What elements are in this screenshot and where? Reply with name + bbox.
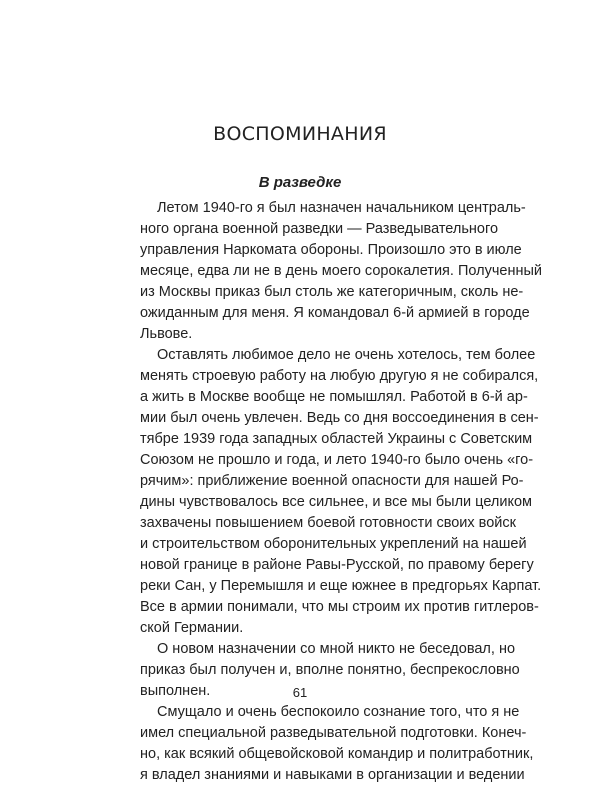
paragraph: [140, 702, 534, 786]
text-line: Союзом не прошло и года, и лето 1940-го было очень «го-: [140, 452, 534, 468]
text-line: а жить в Москве вообще не помышлял. Работой в 6-й ар-: [140, 389, 528, 405]
text-line: я владел знаниями и навыками в организации и ведении: [140, 767, 525, 783]
text-line: реки Сан, у Перемышля и еще южнее в предгорьях Карпат.: [140, 578, 542, 594]
text-line: Оставлять любимое дело не очень хотелось, тем более: [157, 347, 536, 363]
text-line: и строительством оборонительных укреплений на нашей: [140, 536, 527, 552]
paragraph: [140, 198, 542, 345]
text-line: из Москвы приказ был столь же категоричным, сколь не-: [140, 284, 524, 300]
text-line: выполнен.: [140, 683, 211, 699]
text-line: ожиданным для меня. Я командовал 6-й армией в городе: [140, 305, 530, 321]
paragraph: [140, 345, 542, 639]
text-line: ного органа военной разведки — Разведывательного: [140, 221, 499, 237]
text-line: Львове.: [140, 326, 193, 342]
text-line: Летом 1940-го я был назначен начальником централь-: [157, 200, 526, 216]
text-line: тябре 1939 года западных областей Украины с Советским: [140, 431, 533, 447]
text-line: мии был очень увлечен. Ведь со дня воссоединения в сен-: [140, 410, 539, 426]
text-line: ской Германии.: [140, 620, 244, 636]
text-line: но, как всякий общевойсковой командир и политработник,: [140, 746, 534, 762]
section-title: В разведке: [258, 174, 342, 191]
text-line: новой границе в районе Равы-Русской, по правому берегу: [140, 557, 534, 573]
text-line: месяце, едва ли не в день моего сорокалетия. Полученный: [140, 263, 542, 279]
text-line: менять строевую работу на любую другую я не собирался,: [140, 368, 539, 384]
text-line: Все в армии понимали, что мы строим их против гитлеров-: [140, 599, 539, 615]
text-line: Смущало и очень беспокоило сознание того, что я не: [157, 704, 520, 720]
text-line: имел специальной разведывательной подготовки. Конеч-: [140, 725, 527, 741]
text-line: рячим»: приближение военной опасности для нашей Ро-: [140, 473, 524, 489]
text-line: дины чувствовалось все сильнее, и все мы были целиком: [140, 494, 532, 510]
text-line: О новом назначении со мной никто не беседовал, но: [157, 641, 516, 657]
chapter-title: ВОСПОМИНАНИЯ: [213, 123, 387, 145]
text-line: управления Наркомата обороны. Произошло это в июле: [140, 242, 522, 258]
page-number: 61: [292, 685, 308, 700]
text-line: захвачены повышением боевой готовности своих войск: [140, 515, 516, 531]
text-line: приказ был получен и, вполне понятно, беспрекословно: [140, 662, 520, 678]
